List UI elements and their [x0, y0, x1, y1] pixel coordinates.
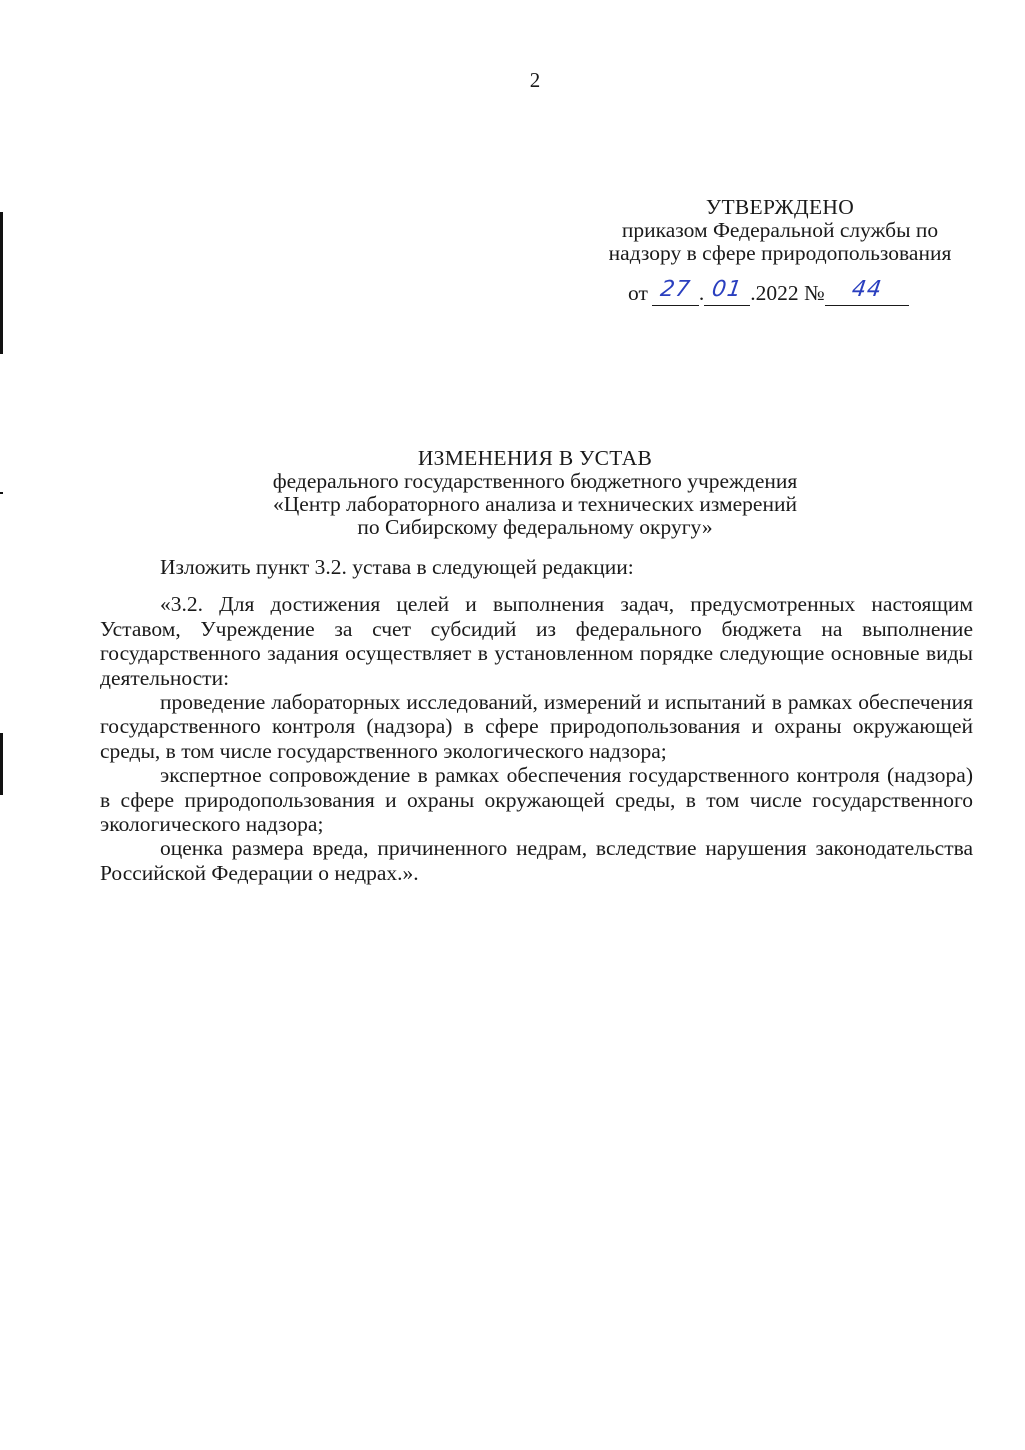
page-number: 2 [529, 68, 541, 92]
scan-edge-mark [0, 492, 3, 494]
approval-line: надзору в сфере природопользования [608, 241, 952, 265]
heading-line: по Сибирскому федеральному округу» [357, 515, 713, 539]
heading-title: ИЗМЕНЕНИЯ В УСТАВ [417, 446, 653, 470]
approval-block [560, 196, 1000, 265]
handwritten-month: 01 [710, 277, 745, 302]
approval-line: приказом Федеральной службы по [621, 218, 939, 242]
body-paragraph: проведение лабораторных исследований, измерений и испытаний в рамках обеспечения государственного контроля (надзора) в сфере природопользования и охраны окружающей среды, в том числе государственного экологического надзора; [100, 690, 973, 763]
date-prefix: от [628, 281, 648, 305]
scan-edge-mark [0, 212, 3, 354]
order-date-line [628, 277, 909, 306]
scan-edge-mark [0, 733, 3, 795]
body-paragraph: оценка размера вреда, причиненного недрам, вследствие нарушения законодательства Российской Федерации о недрах.». [100, 836, 973, 885]
document-body [100, 555, 973, 885]
month-field [704, 277, 750, 306]
handwritten-number: 44 [849, 277, 884, 302]
intro-paragraph: Изложить пункт 3.2. устава в следующей редакции: [160, 555, 634, 579]
heading-line: федерального государственного бюджетного учреждения [272, 469, 798, 493]
approval-title: УТВЕРЖДЕНО [705, 195, 855, 219]
handwritten-day: 27 [658, 277, 693, 302]
heading-line: «Центр лабораторного анализа и технических измерений [273, 492, 797, 516]
number-field [825, 277, 909, 306]
body-paragraph: «3.2. Для достижения целей и выполнения задач, предусмотренных настоящим Уставом, Учреждение за счет субсидий из федерального бюджета на выполнение государственного задания осуществляет в установленном порядке следующие основные виды деятельности: [100, 592, 973, 690]
year-and-number-label: .2022 № [750, 281, 825, 305]
document-heading [130, 447, 940, 539]
body-paragraph: экспертное сопровождение в рамках обеспечения государственного контроля (надзора) в сфере природопользования и охраны окружающей среды, в том числе государственного экологического надзора; [100, 763, 973, 837]
date-separator: . [698, 281, 705, 305]
day-field [652, 277, 699, 306]
